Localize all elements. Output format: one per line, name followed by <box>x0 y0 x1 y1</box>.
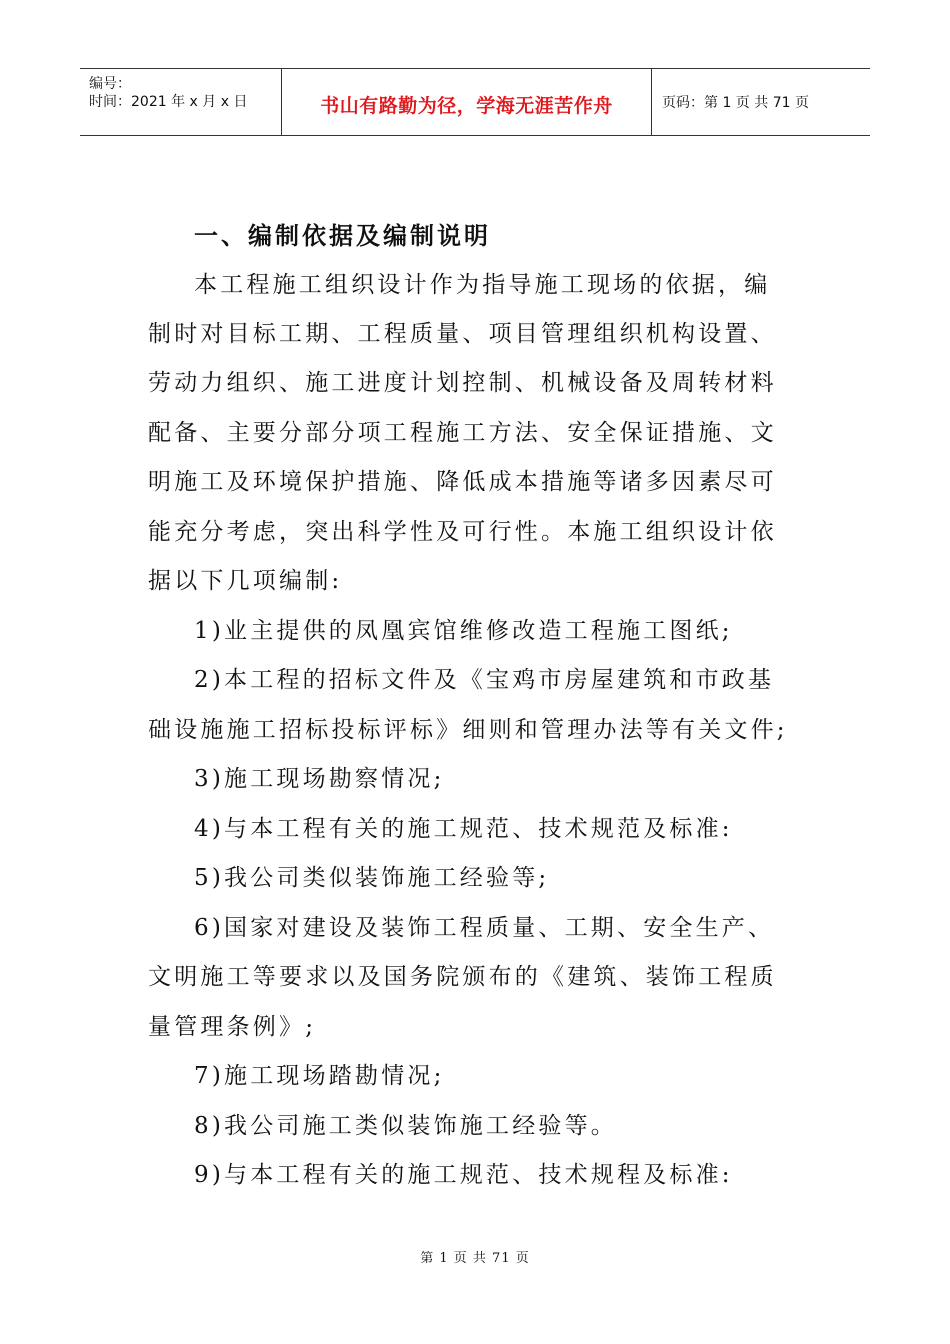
body-line: 配备、主要分部分项工程施工方法、安全保证措施、文 <box>148 420 777 446</box>
list-item-continuation: 量管理条例》; <box>148 1014 317 1040</box>
document-header <box>80 68 870 136</box>
body-line: 据以下几项编制: <box>148 568 343 594</box>
list-item: 1)业主提供的凤凰宾馆维修改造工程施工图纸; <box>194 618 733 644</box>
list-item: 4)与本工程有关的施工规范、技术规范及标准: <box>194 816 733 842</box>
list-item: 5)我公司类似装饰施工经验等; <box>194 865 550 891</box>
body-line: 劳动力组织、施工进度计划控制、机械设备及周转材料 <box>148 370 777 396</box>
body-line: 能充分考虑，突出科学性及可行性。本施工组织设计依 <box>148 519 777 545</box>
document-number-label: 编号： <box>89 76 131 92</box>
list-item: 9)与本工程有关的施工规范、技术规程及标准: <box>194 1162 733 1188</box>
list-item: 6)国家对建设及装饰工程质量、工期、安全生产、 <box>194 915 775 941</box>
body-line: 本工程施工组织设计作为指导施工现场的依据，编 <box>194 272 771 298</box>
body-line: 明施工及环境保护措施、降低成本措施等诸多因素尽可 <box>148 469 777 495</box>
header-page-cell <box>652 69 870 135</box>
header-motto-cell <box>282 69 652 135</box>
list-item: 7)施工现场踏勘情况; <box>194 1063 445 1089</box>
body-line: 制时对目标工期、工程质量、项目管理组织机构设置、 <box>148 321 777 347</box>
list-item-continuation: 文明施工等要求以及国务院颁布的《建筑、装饰工程质 <box>148 964 777 990</box>
page-footer: 第 1 页 共 71 页 <box>420 1251 530 1266</box>
list-item-continuation: 础设施施工招标投标评标》细则和管理办法等有关文件; <box>148 717 788 743</box>
header-motto: 书山有路勤为径，学海无涯苦作舟 <box>320 94 613 117</box>
document-time-label: 时间：2021 年 x 月 x 日 <box>89 94 248 110</box>
list-item: 3)施工现场勘察情况; <box>194 766 445 792</box>
section-title: 一、编制依据及编制说明 <box>194 222 491 250</box>
list-item: 8)我公司施工类似装饰施工经验等。 <box>194 1113 618 1139</box>
list-item: 2)本工程的招标文件及《宝鸡市房屋建筑和市政基 <box>194 667 775 693</box>
header-page-info: 页码：第 1 页 共 71 页 <box>662 95 809 111</box>
header-meta-cell <box>80 69 282 135</box>
